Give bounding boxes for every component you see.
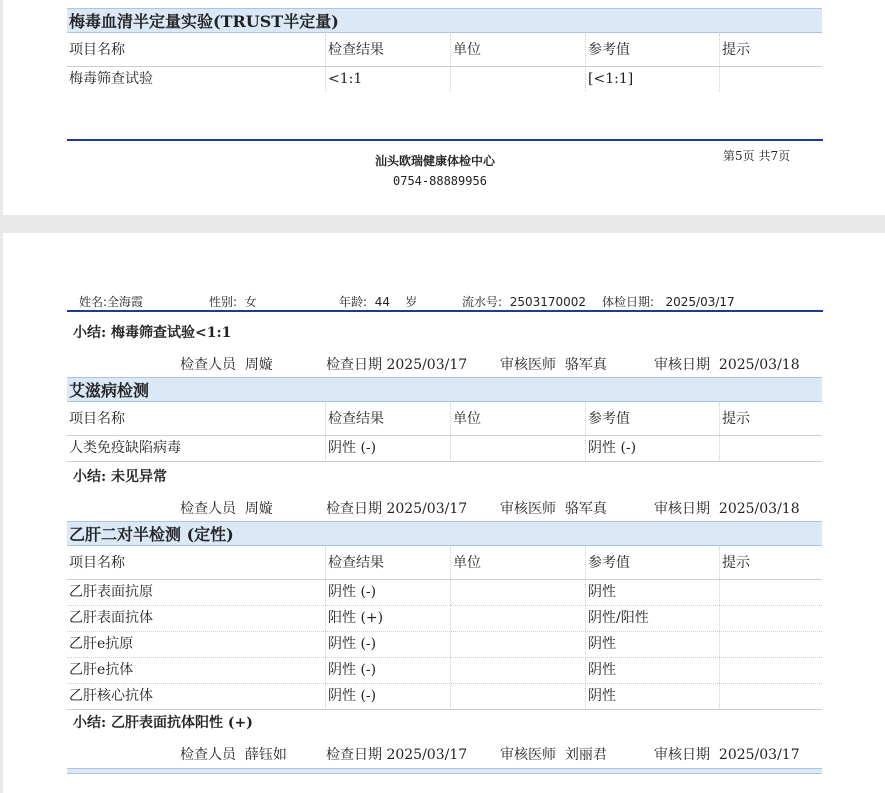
col-header-unit: 单位	[450, 403, 585, 435]
review-doctor-1: 审核医师 骆军真	[500, 357, 607, 373]
col-header-reference: 参考值	[585, 547, 719, 579]
inspector-3: 检查人员 薛钰如	[180, 747, 287, 763]
table-row	[67, 684, 822, 710]
col-header-hint: 提示	[719, 403, 822, 435]
table-header-row	[67, 547, 822, 580]
section-title-hiv: 艾滋病检测	[67, 377, 822, 402]
item-name: 梅毒筛查试验	[69, 71, 153, 87]
col-header-hint: 提示	[719, 547, 822, 579]
check-date-3: 检查日期 2025/03/17	[326, 747, 468, 763]
check-date-2: 检查日期 2025/03/17	[326, 501, 468, 517]
footer-page-info: 第5页 共7页	[723, 149, 791, 163]
review-date-1: 审核日期 2025/03/18	[654, 357, 800, 373]
col-header-result: 检查结果	[325, 403, 450, 435]
footer-phone: 0754-88889956	[393, 174, 487, 188]
table-row	[67, 658, 822, 684]
col-header-result: 检查结果	[325, 547, 450, 579]
item-reference: 阴性/阳性	[585, 606, 719, 631]
item-result: 阴性 (-)	[325, 632, 450, 657]
item-hint	[719, 658, 822, 683]
review-date-2: 审核日期 2025/03/18	[654, 501, 800, 517]
item-hint	[719, 580, 822, 605]
col-header-result: 检查结果	[325, 34, 450, 66]
item-result: 阴性 (-)	[325, 684, 450, 709]
table-row	[67, 436, 822, 462]
hbv-summary: 小结: 乙肝表面抗体阳性 (+)	[73, 715, 253, 731]
item-unit	[450, 67, 585, 92]
review-doctor-2: 审核医师 骆军真	[500, 501, 607, 517]
syphilis-summary: 小结: 梅毒筛查试验<1:1	[73, 325, 232, 341]
patient-sex: 性别: 女	[209, 295, 257, 309]
item-unit	[450, 580, 585, 605]
review-doctor-3: 审核医师 刘丽君	[500, 747, 607, 763]
section-title-syphilis: 梅毒血清半定量实验(TRUST半定量)	[67, 8, 822, 33]
item-hint	[719, 632, 822, 657]
item-unit	[450, 658, 585, 683]
col-header-item-name: 项目名称	[69, 42, 125, 58]
item-name: 乙肝e抗原	[69, 636, 134, 652]
next-section-header-edge	[67, 768, 822, 774]
item-reference: 阴性	[585, 658, 719, 683]
item-reference: 阴性	[585, 580, 719, 605]
footer-center-name: 汕头欧瑞健康体检中心	[375, 154, 496, 168]
item-hint	[719, 436, 822, 461]
item-hint	[719, 606, 822, 631]
item-unit	[450, 684, 585, 709]
item-result: 阴性 (-)	[325, 580, 450, 605]
item-name: 乙肝核心抗体	[69, 688, 153, 704]
item-reference: 阴性	[585, 632, 719, 657]
item-name: 人类免疫缺陷病毒	[69, 440, 181, 456]
section-title-hbv: 乙肝二对半检测 (定性)	[67, 521, 822, 546]
col-header-reference: 参考值	[585, 34, 719, 66]
item-reference: 阴性 (-)	[585, 436, 719, 461]
report-page-6	[3, 233, 885, 793]
item-result: <1:1	[325, 67, 450, 92]
patient-name: 姓名:全海霞	[79, 295, 144, 309]
review-date-3: 审核日期 2025/03/17	[654, 747, 800, 763]
header-divider	[67, 310, 823, 312]
col-header-item-name: 项目名称	[69, 555, 125, 571]
patient-serial: 流水号: 2503170002	[462, 295, 587, 309]
table-row	[67, 606, 822, 632]
col-header-unit: 单位	[450, 34, 585, 66]
item-result: 阳性 (+)	[325, 606, 450, 631]
item-unit	[450, 606, 585, 631]
footer-divider	[67, 139, 823, 141]
check-date-1: 检查日期 2025/03/17	[326, 357, 468, 373]
item-unit	[450, 436, 585, 461]
inspector-1: 检查人员 周嫙	[180, 357, 273, 373]
table-row	[67, 632, 822, 658]
item-name: 乙肝表面抗体	[69, 610, 153, 626]
item-name: 乙肝e抗体	[69, 662, 134, 678]
item-result: 阴性 (-)	[325, 658, 450, 683]
col-header-reference: 参考值	[585, 403, 719, 435]
col-header-item-name: 项目名称	[69, 411, 125, 427]
table-row	[67, 580, 822, 606]
hiv-summary: 小结: 未见异常	[73, 469, 168, 485]
item-reference: 阴性	[585, 684, 719, 709]
patient-age: 年龄: 44 岁	[339, 295, 418, 309]
item-reference: [<1:1]	[585, 67, 719, 92]
item-name: 乙肝表面抗原	[69, 584, 153, 600]
table-header-row	[67, 34, 822, 67]
patient-exam-date: 体检日期: 2025/03/17	[602, 295, 735, 309]
item-hint	[719, 684, 822, 709]
item-unit	[450, 632, 585, 657]
col-header-unit: 单位	[450, 547, 585, 579]
col-header-hint: 提示	[719, 34, 822, 66]
table-header-row	[67, 403, 822, 436]
table-row	[67, 67, 822, 92]
item-result: 阴性 (-)	[325, 436, 450, 461]
report-page-5	[3, 0, 885, 215]
item-hint	[719, 67, 822, 92]
inspector-2: 检查人员 周嫙	[180, 501, 273, 517]
